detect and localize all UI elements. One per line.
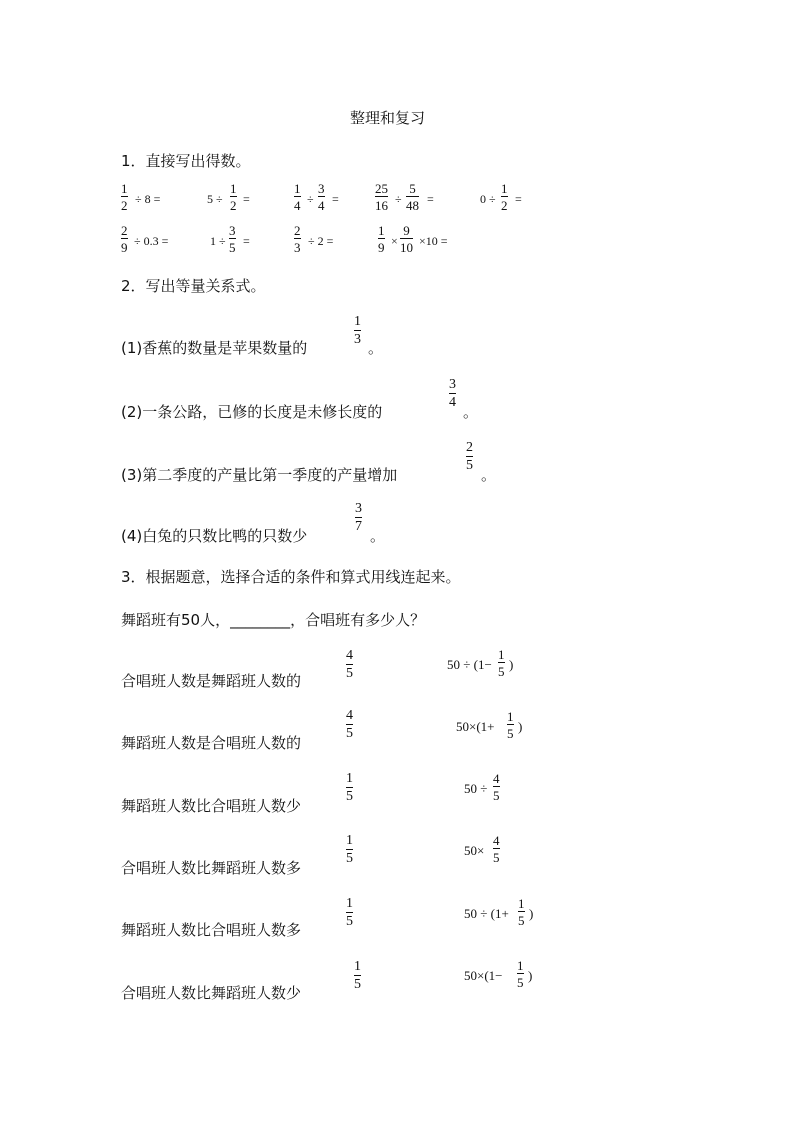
q2-heading: 2．写出等量关系式。 — [121, 277, 266, 295]
q1-r2-e4-rest: ×10 = — [419, 234, 448, 248]
q2-item-3-end: 。 — [481, 466, 497, 484]
q3-formula-1-pre: 50 ÷ (1− — [447, 657, 492, 672]
q1-r2-e3-fraction: $\frac{2}{3}$ — [294, 223, 301, 255]
q3-formula-1-fraction: $\frac{1}{5}$ — [498, 647, 505, 679]
q3-formula-6-fraction: $\frac{1}{5}$ — [517, 958, 524, 990]
q2-item-1-end: 。 — [368, 339, 384, 357]
q1-r2-e4-op: × — [391, 234, 398, 248]
q1-r2-e4-fraction-b: $\frac{9}{10}$ — [400, 223, 413, 255]
q3-formula-3-fraction: $\frac{4}{5}$ — [493, 771, 500, 803]
q2-item-3-fraction: $\frac{2}{5}$ — [466, 440, 473, 473]
q1-r1-e2-fraction: $\frac{1}{2}$ — [230, 181, 237, 213]
q3-condition-5: 舞蹈班人数比合唱班人数多 — [121, 921, 302, 939]
q1-r1-e5-fraction: $\frac{1}{2}$ — [501, 181, 508, 213]
q3-condition-2-fraction: $\frac{4}{5}$ — [346, 708, 353, 741]
q1-r2-e1-rest: ÷ 0.3 = — [134, 234, 169, 248]
q3-formula-5-pre: 50 ÷ (1+ — [464, 906, 509, 921]
q2-item-3-text: (3)第二季度的产量比第一季度的产量增加 — [121, 466, 398, 484]
q1-r1-e3-fraction-a: $\frac{1}{4}$ — [294, 181, 301, 213]
q3-formula-3-pre: 50 ÷ — [464, 781, 488, 796]
q2-item-4-text: (4)白兔的只数比鸭的只数少 — [121, 527, 308, 545]
q1-r1-e2-rest: = — [243, 192, 250, 206]
q3-condition-6: 合唱班人数比舞蹈班人数少 — [121, 984, 302, 1002]
q3-condition-2: 舞蹈班人数是合唱班人数的 — [121, 734, 302, 752]
q1-r1-e1-rest: ÷ 8 = — [135, 192, 161, 206]
q2-item-4-end: 。 — [370, 527, 386, 545]
q3-formula-4-pre: 50× — [464, 843, 485, 858]
q3-problem: 舞蹈班有50人，________，合唱班有多少人？ — [121, 611, 426, 629]
q1-r1-e3-rest: = — [332, 192, 339, 206]
q2-item-1-fraction: $\frac{1}{3}$ — [354, 314, 361, 347]
q3-condition-3: 舞蹈班人数比合唱班人数少 — [121, 797, 302, 815]
q2-item-2-text: (2)一条公路，已修的长度是未修长度的 — [121, 403, 383, 421]
q3-formula-2-pre: 50×(1+ — [456, 719, 495, 734]
q1-r1-e4-fraction-a: $\frac{25}{16}$ — [375, 181, 388, 213]
q3-heading: 3．根据题意，选择合适的条件和算式用线连起来。 — [121, 568, 461, 586]
q3-condition-3-fraction: $\frac{1}{5}$ — [346, 771, 353, 804]
q1-r1-e4-op: ÷ — [395, 192, 402, 206]
q2-item-4-fraction: $\frac{3}{7}$ — [355, 501, 362, 534]
q1-r1-e4-rest: = — [427, 192, 434, 206]
q1-r1-e5-pre: 0 ÷ — [480, 192, 496, 206]
q1-r1-e2-pre: 5 ÷ — [207, 192, 223, 206]
q3-condition-1-fraction: $\frac{4}{5}$ — [346, 648, 353, 681]
q2-item-2-fraction: $\frac{3}{4}$ — [449, 377, 456, 410]
q3-condition-4: 合唱班人数比舞蹈班人数多 — [121, 859, 302, 877]
q1-r1-e1-fraction: $\frac{1}{2}$ — [121, 181, 128, 213]
page-title: 整理和复习 — [350, 109, 426, 127]
q1-r1-e3-op: ÷ — [307, 192, 314, 206]
q1-heading: 1．直接写出得数。 — [121, 152, 251, 170]
q3-condition-1: 合唱班人数是舞蹈班人数的 — [121, 672, 302, 690]
q1-r1-e4-fraction-b: $\frac{5}{48}$ — [406, 181, 419, 213]
q1-r1-e5-rest: = — [515, 192, 522, 206]
q3-condition-4-fraction: $\frac{1}{5}$ — [346, 833, 353, 866]
q3-formula-6-pre: 50×(1− — [464, 968, 503, 983]
q3-condition-5-fraction: $\frac{1}{5}$ — [346, 896, 353, 929]
q2-item-1-text: (1)香蕉的数量是苹果数量的 — [121, 339, 308, 357]
q1-r2-e2-rest: = — [243, 234, 250, 248]
q1-r1-e3-fraction-b: $\frac{3}{4}$ — [318, 181, 325, 213]
q3-formula-6-post: ) — [528, 968, 533, 983]
q1-r2-e3-rest: ÷ 2 = — [308, 234, 334, 248]
q1-r2-e4-fraction-a: $\frac{1}{9}$ — [378, 223, 385, 255]
q3-formula-4-fraction: $\frac{4}{5}$ — [493, 833, 500, 865]
q1-r2-e2-fraction: $\frac{3}{5}$ — [229, 223, 236, 255]
q1-r2-e2-pre: 1 ÷ — [210, 234, 226, 248]
q3-formula-1-post: ) — [509, 657, 514, 672]
q3-formula-5-post: ) — [529, 906, 534, 921]
q3-formula-5-fraction: $\frac{1}{5}$ — [518, 896, 525, 928]
q3-condition-6-fraction: $\frac{1}{5}$ — [354, 959, 361, 992]
q3-formula-2-post: ) — [518, 719, 523, 734]
q3-formula-2-fraction: $\frac{1}{5}$ — [507, 709, 514, 741]
q2-item-2-end: 。 — [463, 403, 479, 421]
q1-r2-e1-fraction: $\frac{2}{9}$ — [121, 223, 128, 255]
